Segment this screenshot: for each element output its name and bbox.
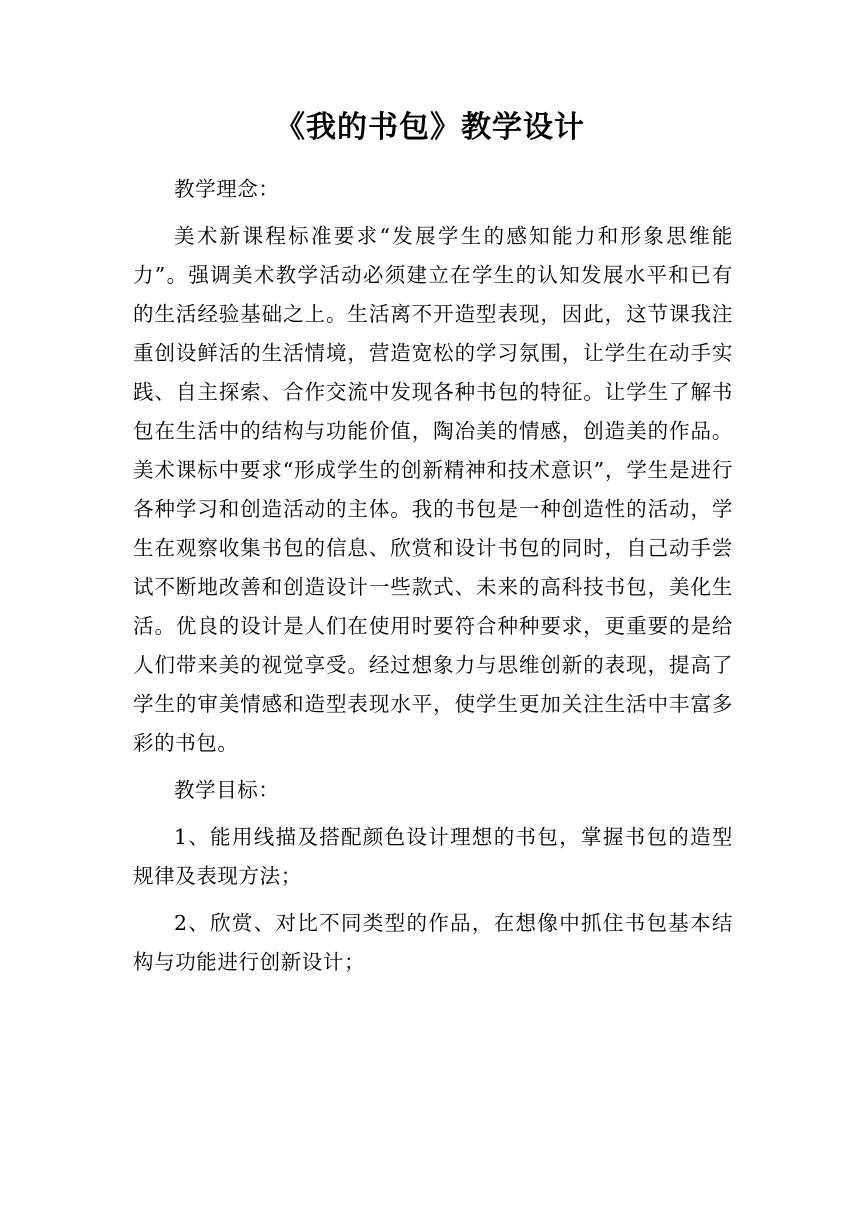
objective-item-1: 1、能用线描及搭配颜色设计理想的书包，掌握书包的造型规律及表现方法； bbox=[133, 825, 733, 888]
document-title: 《我的书包》教学设计 bbox=[275, 110, 585, 145]
document-body bbox=[133, 170, 733, 982]
section-heading-teaching-philosophy: 教学理念： bbox=[174, 177, 280, 201]
paragraph-teaching-philosophy: 美术新课程标准要求“发展学生的感知能力和形象思维能力”。强调美术教学活动必须建立在学生的认知发展水平和已有的生活经验基础之上。生活离不开造型表现，因此，这节课我注重创设鲜活的生活情境，营造宽松的学习氛围，让学生在动手实践、自主探索、合作交流中发现各种书包的特征。让学生了解书包在生活中的结构与功能价值，陶冶美的情感，创造美的作品。美术课标中要求“形成学生的创新精神和技术意识”，学生是进行各种学习和创造活动的主体。我的书包是一种创造性的活动，学生在观察收集书包的信息、欣赏和设计书包的同时，自己动手尝试不断地改善和创造设计一些款式、未来的高科技书包，美化生活。优良的设计是人们在使用时要符合种种要求，更重要的是给人们带来美的视觉享受。经过想象力与思维创新的表现，提高了学生的审美情感和造型表现水平，使学生更加关注生活中丰富多彩的书包。 bbox=[133, 224, 733, 755]
objective-item-2: 2、欣赏、对比不同类型的作品，在想像中抓住书包基本结构与功能进行创新设计； bbox=[133, 911, 733, 974]
section-heading-teaching-objectives: 教学目标： bbox=[174, 778, 280, 802]
